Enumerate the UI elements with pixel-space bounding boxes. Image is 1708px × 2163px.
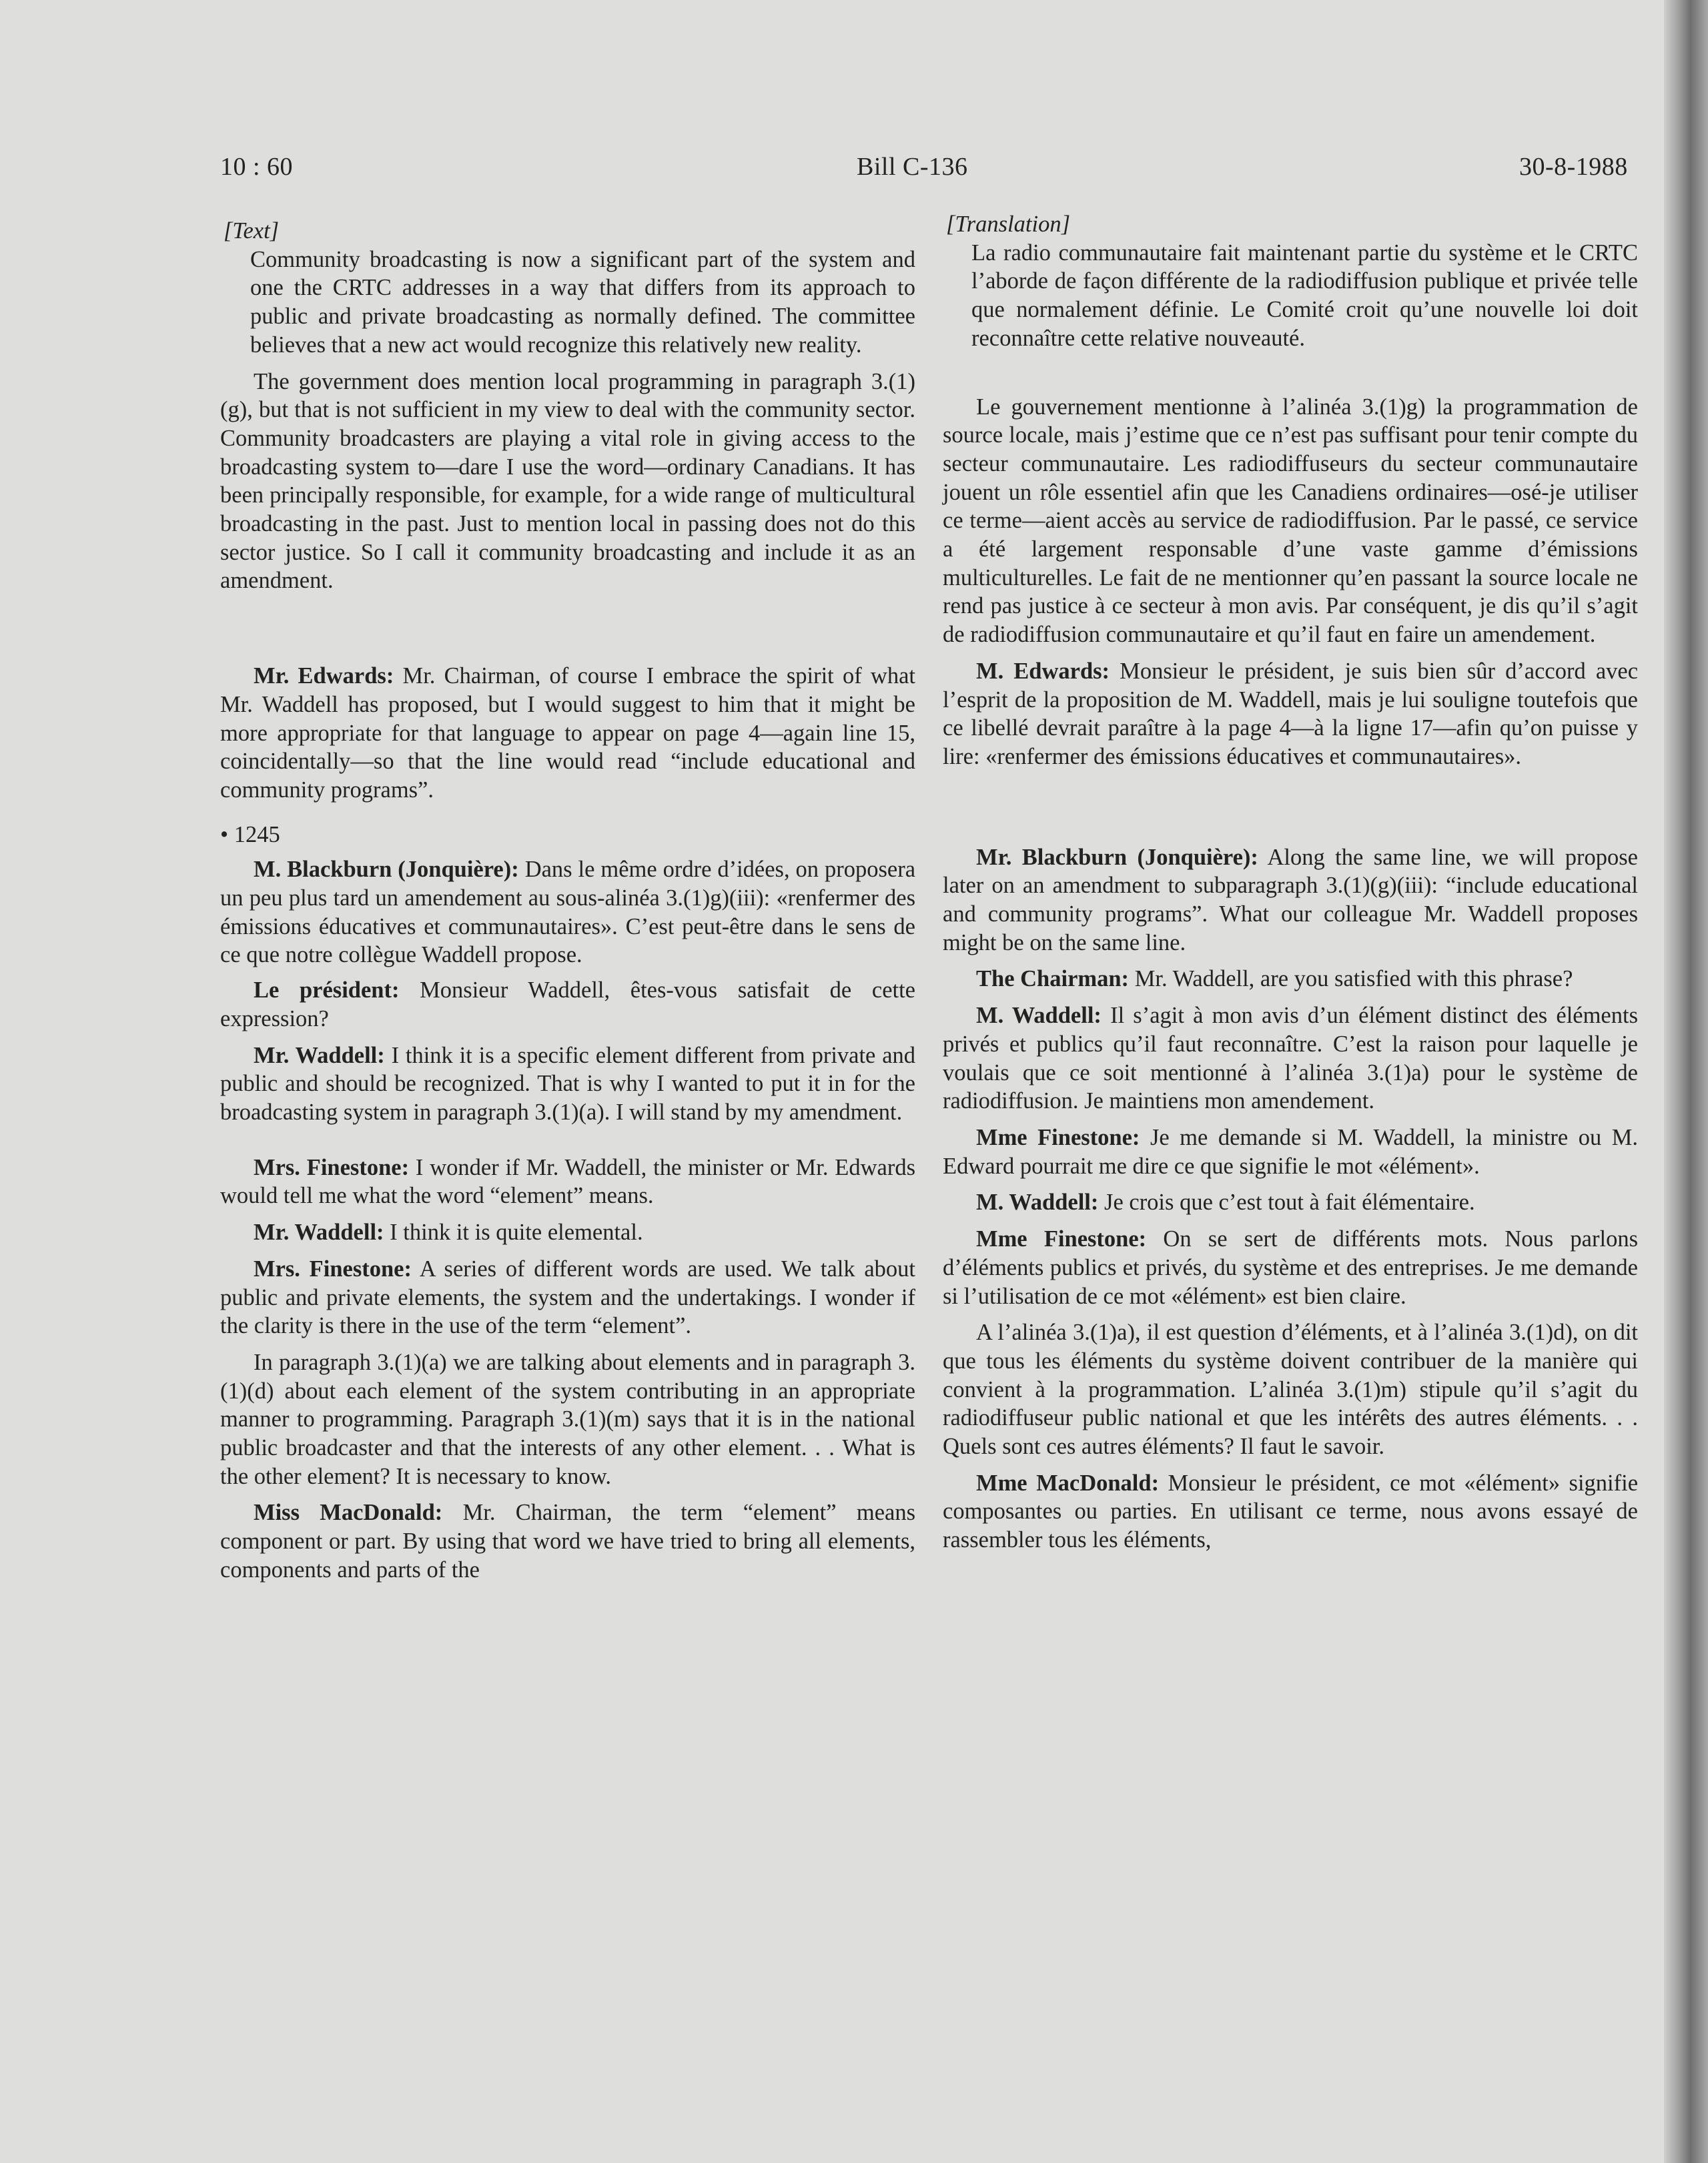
speech-text: Monsieur le président, je suis bien sûr d’accord avec l’esprit de la proposition de M. Waddell, mais je lui souligne toutefois que ce libellé devrait paraître à la page 4—à la ligne 17—afin qu’on puisse y lire: «renfermer des émissions éducatives et communautaires». bbox=[943, 658, 1639, 769]
paragraph-text: In paragraph 3.(1)(a) we are talking about elements and in paragraph 3.(1)(d) about each element of the system contributing in an appropriate manner to programming. Paragraph 3.(1)(m) says that it is in the national public broadcaster and that the interests of any other element. . . What is the other element? It is necessary to know. bbox=[220, 1349, 915, 1489]
left-column bbox=[220, 217, 915, 1585]
speech-text: Il s’agit à mon avis d’un élément distinct des éléments privés et publics qu’il faut reconnaître. C’est la raison pour laquelle je voulais que ce soit mentionné à l’alinéa 3.(1)a) pour le système de radiodiffusion. Je maintiens mon amendement. bbox=[943, 1003, 1638, 1114]
speech-text: Je me demande si M. Waddell, la ministre ou M. Edward pourrait me dire ce que signifie le mot «élément». bbox=[943, 1124, 1638, 1179]
speech bbox=[220, 1154, 915, 1210]
speech bbox=[943, 1188, 1638, 1217]
speech-text: Mr. Waddell, are you satisfied with this phrase? bbox=[1134, 966, 1573, 992]
bill-title: Bill C-136 bbox=[857, 153, 968, 181]
speaker-name: M. Edwards: bbox=[976, 658, 1110, 684]
paragraph bbox=[943, 1318, 1638, 1461]
paragraph bbox=[220, 368, 915, 596]
speech bbox=[943, 965, 1638, 993]
text-tag: [Text] bbox=[224, 218, 280, 244]
speaker-name: Mrs. Finestone: bbox=[254, 1256, 412, 1282]
speech-text: Mr. Chairman, the term “element” means component or part. By using that word we have tried to bring all elements, components and parts of the bbox=[220, 1500, 915, 1583]
speech bbox=[220, 662, 915, 805]
right-column bbox=[943, 210, 1638, 1555]
paragraph bbox=[943, 393, 1638, 649]
speaker-name: Mr. Waddell: bbox=[254, 1042, 385, 1068]
speech-text: I wonder if Mr. Waddell, the minister or Mr. Edwards would tell me what the word “element” means. bbox=[220, 1154, 915, 1209]
paragraph-text: A l’alinéa 3.(1)a), il est question d’éléments, et à l’alinéa 3.(1)d), on dit que tous les éléments du système doivent contribuer de la manière qui convient à la programmation. L’alinéa 3.(1)m) stipule qu’il s’agit du radiodiffuseur public national et que les intérêts des autres éléments. . . Quels sont ces autres éléments? Il faut le savoir. bbox=[943, 1320, 1638, 1460]
speaker-name: Mrs. Finestone: bbox=[254, 1154, 410, 1180]
speech bbox=[943, 1469, 1638, 1555]
speech-text: On se sert de différents mots. Nous parlons d’éléments publics et privés, du système et des entreprises. Je me demande si l’utilisation de ce mot «élément» est bien claire. bbox=[943, 1226, 1638, 1309]
time-marker: • 1245 bbox=[220, 821, 280, 847]
speech bbox=[943, 843, 1638, 957]
paragraph-text: The government does mention local programming in paragraph 3.(1)(g), but that is not sufficient in my view to deal with the community sector. Community broadcasters are playing a vital role in giving access to the broadcasting system to—dare I use the word—ordinary Canadians. It has been principally responsible, for example, for a wide range of multicultural broadcasting in the past. Just to mention local in passing does not do this sector justice. So I call it community broadcasting and include it as an amendment. bbox=[220, 368, 915, 594]
speech bbox=[943, 1225, 1638, 1310]
page-edge-shadow bbox=[1664, 0, 1708, 2163]
speech bbox=[943, 657, 1638, 771]
speech bbox=[220, 1255, 915, 1340]
speaker-name: M. Waddell: bbox=[976, 1190, 1099, 1216]
speech bbox=[220, 855, 915, 969]
translation-tag: [Translation] bbox=[946, 211, 1070, 237]
speaker-name: Mr. Blackburn (Jonquière): bbox=[976, 844, 1258, 870]
speaker-name: Mme MacDonald: bbox=[976, 1470, 1160, 1496]
speech-text: Je crois que c’est tout à fait élémentaire. bbox=[1104, 1190, 1475, 1216]
speaker-name: Miss MacDonald: bbox=[254, 1500, 443, 1526]
speech bbox=[943, 1124, 1638, 1180]
speaker-name: Le président: bbox=[254, 977, 400, 1003]
speaker-name: Mr. Waddell: bbox=[254, 1220, 384, 1246]
speech-text: Dans le même ordre d’idées, on proposera un peu plus tard un amendement au sous-alinéa 3.(1)g)(iii): «renfermer des émissions éducatives et communautaires». C’est peut-être dans le sens de ce que notre collègue Waddell propose. bbox=[220, 857, 916, 968]
speaker-name: Mme Finestone: bbox=[976, 1124, 1140, 1150]
page-date: 30-8-1988 bbox=[1519, 153, 1628, 181]
speech-text: Monsieur Waddell, êtes-vous satisfait de cette expression? bbox=[220, 977, 915, 1031]
speech-text: I think it is a specific element different from private and public and should be recognized. That is why I wanted to put it in for the broadcasting system in paragraph 3.(1)(a). I will stand by my amendment. bbox=[220, 1042, 916, 1125]
speech bbox=[220, 976, 915, 1033]
speaker-name: M. Waddell: bbox=[976, 1003, 1102, 1029]
speech-text: A series of different words are used. We talk about public and private elements, the system and the undertakings. I wonder if the clarity is there in the use of the term “element”. bbox=[220, 1256, 915, 1339]
paragraph: La radio communautaire fait maintenant partie du système et le CRTC l’aborde de façon différente de la radiodiffusion publique et privée telle que normalement définie. Le Comité croit qu’une nouvelle loi doit reconnaître cette relative nouveauté. bbox=[971, 240, 1638, 351]
speech bbox=[220, 1041, 915, 1127]
speech-text: Along the same line, we will propose later on an amendment to subparagraph 3.(1)(g)(iii): “include educational and community programs”. What our colleague Mr. Waddell proposes might be on the same line. bbox=[943, 844, 1638, 955]
speech bbox=[943, 1001, 1638, 1116]
speaker-name: Mr. Edwards: bbox=[254, 663, 394, 689]
speech bbox=[220, 1498, 915, 1584]
speech-text: Monsieur le président, ce mot «élément» signifie composantes ou parties. En utilisant ce terme, nous avons essayé de rassembler tous les éléments, bbox=[943, 1470, 1639, 1553]
speaker-name: Mme Finestone: bbox=[976, 1226, 1147, 1252]
speaker-name: The Chairman: bbox=[976, 966, 1130, 992]
speaker-name: M. Blackburn (Jonquière): bbox=[254, 857, 519, 883]
paragraph: Community broadcasting is now a significant part of the system and one the CRTC addresses in a way that differs from its approach to public and private broadcasting as normally defined. The committee believes that a new act would recognize this relatively new reality. bbox=[250, 246, 915, 358]
paragraph bbox=[220, 1348, 915, 1491]
paragraph-text: Le gouvernement mentionne à l’alinéa 3.(1)g) la programmation de source locale, mais j’estime que ce n’est pas suffisant pour tenir compte du secteur communautaire. Les radiodiffuseurs du secteur communautaire jouent un rôle essentiel afin que les Canadiens ordinaires—osé-je utiliser ce terme—aient accès au service de radiodiffusion. Par le passé, ce service a été largement responsable d’une vaste gamme d’émissions multiculturelles. Le fait de ne mentionner qu’en passant la source locale ne rend pas justice à ce secteur à mon avis. Par conséquent, je dis qu’il s’agit de radiodiffusion communautaire et qu’il faut en faire un amendement. bbox=[943, 394, 1638, 648]
speech-text: I think it is quite elemental. bbox=[390, 1220, 643, 1246]
speech-text: Mr. Chairman, of course I embrace the spirit of what Mr. Waddell has proposed, but I would suggest to him that it might be more appropriate for that language to appear on page 4—again line 15, coincidentally—so that the line would read “include educational and community programs”. bbox=[220, 663, 915, 803]
speech bbox=[220, 1218, 915, 1247]
page-number: 10 : 60 bbox=[220, 153, 294, 181]
